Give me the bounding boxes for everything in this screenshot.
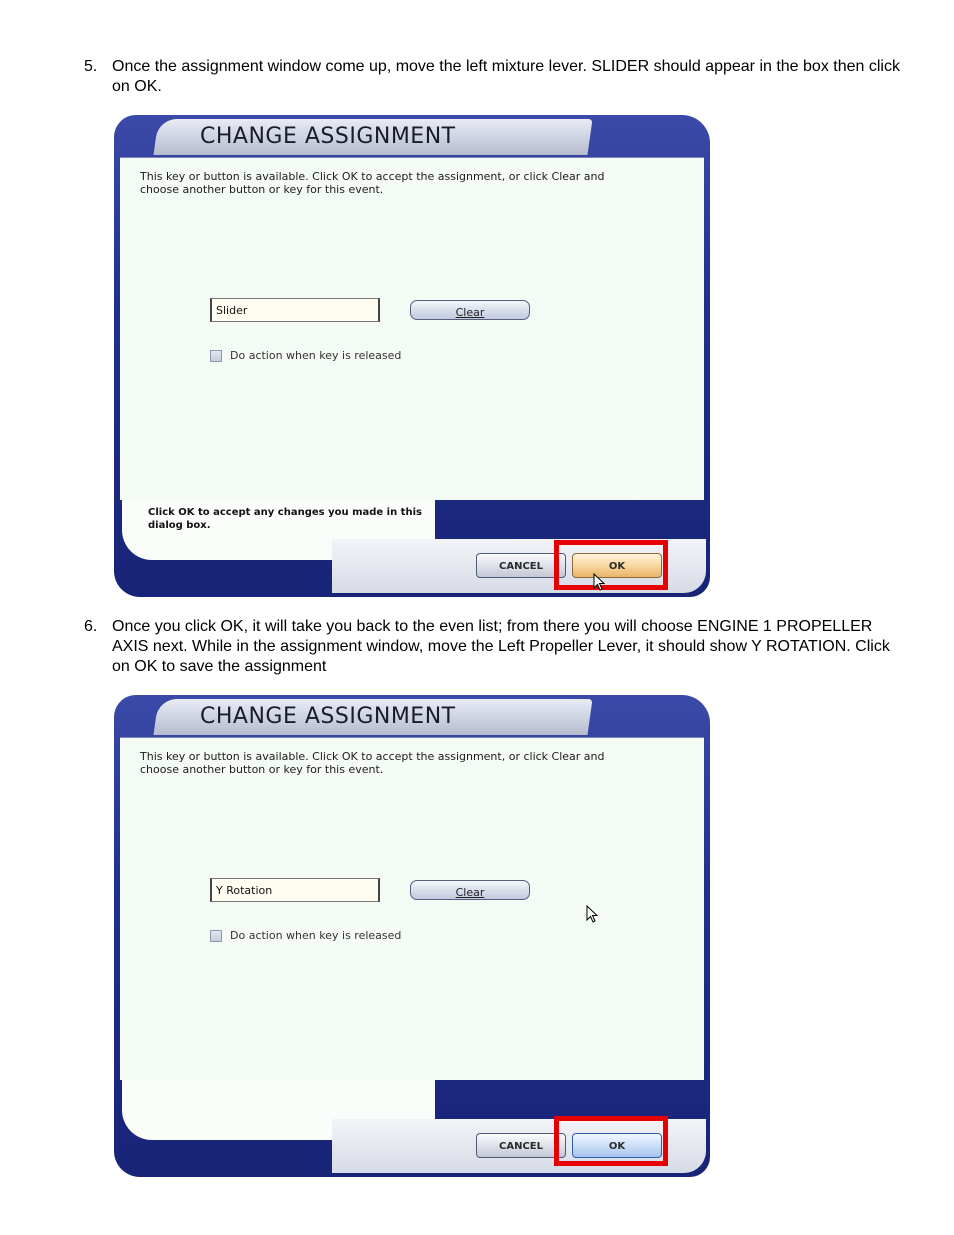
ok-button-label: OK xyxy=(608,1141,626,1152)
cancel-button-label: CANCEL xyxy=(499,1141,543,1152)
ok-highlight-box xyxy=(554,1116,668,1166)
clear-button-label: Clear xyxy=(455,306,485,319)
cancel-button-label: CANCEL xyxy=(499,561,543,572)
clear-button-label: Clear xyxy=(455,886,485,899)
step-number: 6. xyxy=(84,618,98,635)
release-checkbox[interactable] xyxy=(210,350,222,362)
change-assignment-dialog-2 xyxy=(114,695,710,1177)
release-checkbox[interactable] xyxy=(210,930,222,942)
ok-highlight-box xyxy=(554,540,668,590)
cancel-button[interactable] xyxy=(476,553,566,578)
clear-button[interactable] xyxy=(410,880,530,900)
mouse-pointer-icon xyxy=(586,905,598,923)
mouse-pointer-icon xyxy=(593,573,605,591)
clear-button[interactable] xyxy=(410,300,530,320)
release-checkbox-label: Do action when key is released xyxy=(230,349,402,362)
assignment-field[interactable] xyxy=(210,878,380,902)
info-text: This key or button is available. Click OK to accept the assignment, or click Clear and choose another button or key for this event. xyxy=(140,170,605,196)
dialog-title: CHANGE ASSIGNMENT xyxy=(200,704,456,729)
change-assignment-dialog-1 xyxy=(114,115,710,597)
help-text: Click OK to accept any changes you made in this dialog box. xyxy=(148,507,422,531)
ok-button-label: OK xyxy=(608,561,626,572)
step-text: Once you click OK, it will take you back to the even list; from there you will choose ENGINE 1 PROPELLER AXIS next. While in the assignment window, move the Left Propeller Lever, it should show Y ROTATION. Click on OK to save the assignment xyxy=(112,618,890,675)
cancel-button[interactable] xyxy=(476,1133,566,1158)
assignment-value: Slider xyxy=(216,304,248,317)
dialog-title: CHANGE ASSIGNMENT xyxy=(200,124,456,149)
assignment-value: Y Rotation xyxy=(216,884,273,897)
step-text: Once the assignment window come up, move the left mixture lever. SLIDER should appear in the box then click on OK. xyxy=(112,58,900,95)
dialog-content xyxy=(120,737,704,1080)
step-number: 5. xyxy=(84,58,98,75)
assignment-field[interactable] xyxy=(210,298,380,322)
info-text: This key or button is available. Click OK to accept the assignment, or click Clear and choose another button or key for this event. xyxy=(140,750,605,776)
release-checkbox-label: Do action when key is released xyxy=(230,929,402,942)
dialog-content xyxy=(120,157,704,500)
